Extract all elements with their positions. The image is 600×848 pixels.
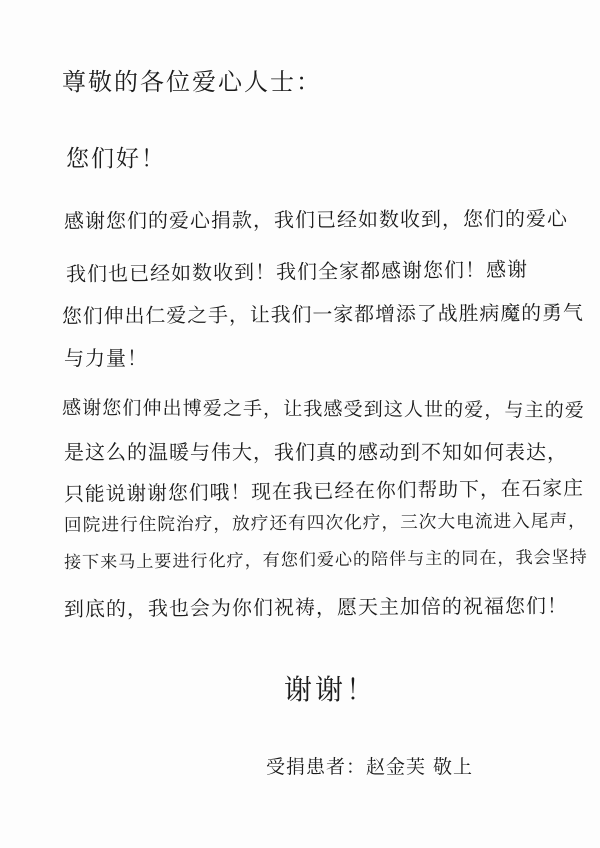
- paragraph-1-line: 感谢您们的爱心捐款，我们已经如数收到，您们的爱心: [63, 206, 569, 233]
- paragraph-2-line: 接下来马上要进行化疗，有您们爱心的陪伴与主的同在，我会坚持: [63, 547, 588, 573]
- salutation: 尊敬的各位爱心人士：: [62, 68, 322, 96]
- paragraph-2-line: 是这么的温暖与伟大，我们真的感动到不知如何表达，: [64, 440, 568, 464]
- signature: 受捐患者：赵金芙 敬上: [266, 756, 474, 778]
- paragraph-1-line: 与力量！: [64, 346, 148, 370]
- closing-thanks: 谢谢！: [284, 673, 378, 706]
- paragraph-2-line: 到底的，我也会为你们祝祷，愿天主加倍的祝福您们！: [63, 593, 569, 621]
- greeting: 您们好！: [66, 146, 166, 172]
- paragraph-2-line: 回院进行住院治疗，放疗还有四次化疗，三次大电流进入尾声，: [63, 511, 587, 536]
- paragraph-1-line: 我们也已经如数收到！我们全家都感谢您们！感谢: [65, 257, 529, 286]
- paragraph-1-line: 您们伸出仁爱之手，让我们一家都增添了战胜病魔的勇气: [61, 301, 584, 328]
- paragraph-2-line: 感谢您们伸出博爱之手，让我感受到这人世的爱，与主的爱: [61, 396, 585, 422]
- paragraph-2-line: 只能说谢谢您们哦！现在我已经在你们帮助下，在石家庄: [63, 476, 585, 506]
